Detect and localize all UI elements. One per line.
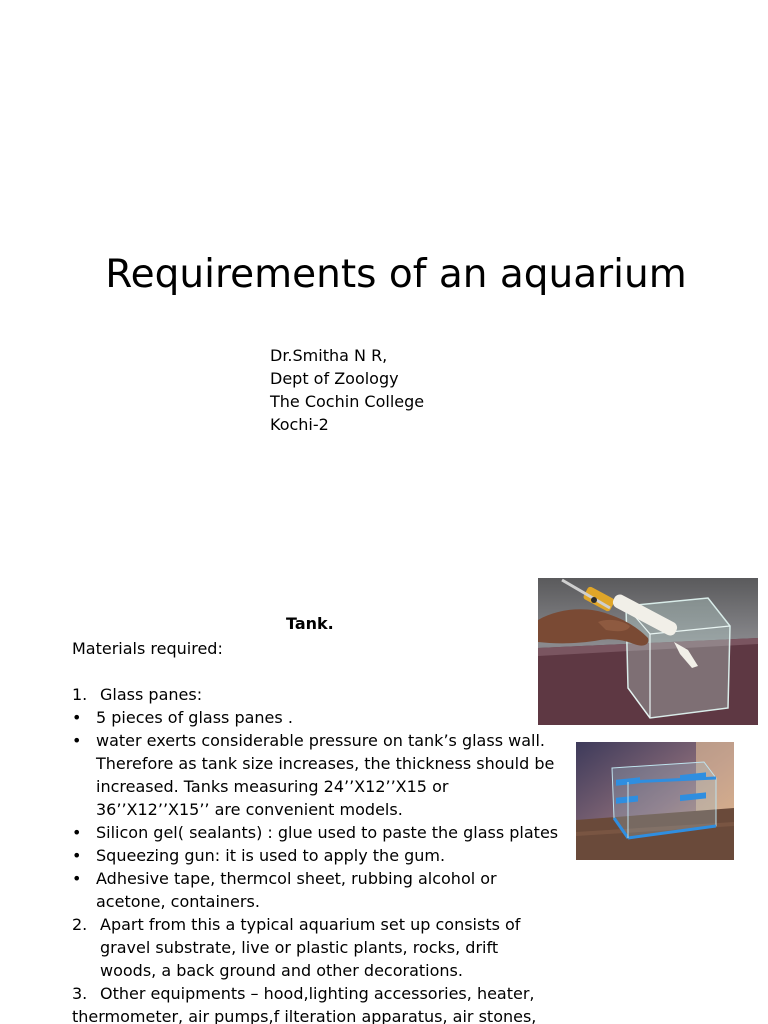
- bullet-text: 5 pieces of glass panes .: [96, 708, 293, 727]
- list-number: 3.: [72, 984, 88, 1003]
- bullet-icon: •: [72, 731, 82, 750]
- bullet-text: Adhesive tape, thermcol sheet, rubbing alcohol or: [96, 869, 497, 888]
- bullet-continuation: increased. Tanks measuring 24’’X12’’X15 or: [96, 777, 449, 796]
- spacer: [72, 660, 542, 683]
- list-continuation: thermometer, air pumps,f ilteration apparatus, air stones,: [72, 1007, 537, 1024]
- list-item-2: [72, 913, 542, 936]
- list-number: 2.: [72, 915, 88, 934]
- bullet-item: [72, 821, 559, 844]
- bullet-continuation: Therefore as tank size increases, the thickness should be: [96, 754, 555, 773]
- sealant-gun-illustration: [538, 578, 758, 725]
- bullet-icon: •: [72, 846, 82, 865]
- author-college: The Cochin College: [270, 392, 425, 411]
- bullet-item: [72, 706, 542, 729]
- bullet-item: [72, 844, 542, 867]
- list-continuation: woods, a back ground and other decorations.: [100, 961, 463, 980]
- glass-tank-photo: [576, 742, 734, 860]
- page-title: Requirements of an aquarium: [105, 252, 687, 297]
- author-city: Kochi-2: [270, 415, 329, 434]
- materials-intro: Materials required:: [72, 639, 223, 658]
- author-name: Dr.Smitha N R,: [270, 346, 388, 365]
- bullet-icon: •: [72, 708, 82, 727]
- bullet-item: [72, 867, 542, 890]
- materials-list: [72, 637, 559, 1024]
- list-number: 1.: [72, 685, 88, 704]
- bullet-icon: •: [72, 823, 82, 842]
- bullet-continuation: 36’’X12’’X15’’ are convenient models.: [96, 800, 403, 819]
- section-heading: Tank.: [286, 614, 334, 633]
- list-item-text: Glass panes:: [100, 685, 203, 704]
- author-block: [270, 344, 424, 436]
- bullet-item: [72, 729, 545, 752]
- sealant-gun-photo: [538, 578, 758, 725]
- list-continuation: gravel substrate, live or plastic plants, rocks, drift: [100, 938, 499, 957]
- glass-tank-illustration: [576, 742, 734, 860]
- list-item-1: [72, 683, 542, 706]
- bullet-text: Squeezing gun: it is used to apply the gum.: [96, 846, 446, 865]
- list-item-text: Apart from this a typical aquarium set up consists of: [100, 915, 521, 934]
- list-item-text: Other equipments – hood,lighting accessories, heater,: [100, 984, 535, 1003]
- bullet-icon: •: [72, 869, 82, 888]
- bullet-text: Silicon gel( sealants) : glue used to paste the glass plates: [96, 823, 559, 842]
- bullet-continuation: acetone, containers.: [96, 892, 260, 911]
- list-item-3: [72, 982, 542, 1005]
- author-department: Dept of Zoology: [270, 369, 399, 388]
- bullet-text: water exerts considerable pressure on tank’s glass wall.: [96, 731, 545, 750]
